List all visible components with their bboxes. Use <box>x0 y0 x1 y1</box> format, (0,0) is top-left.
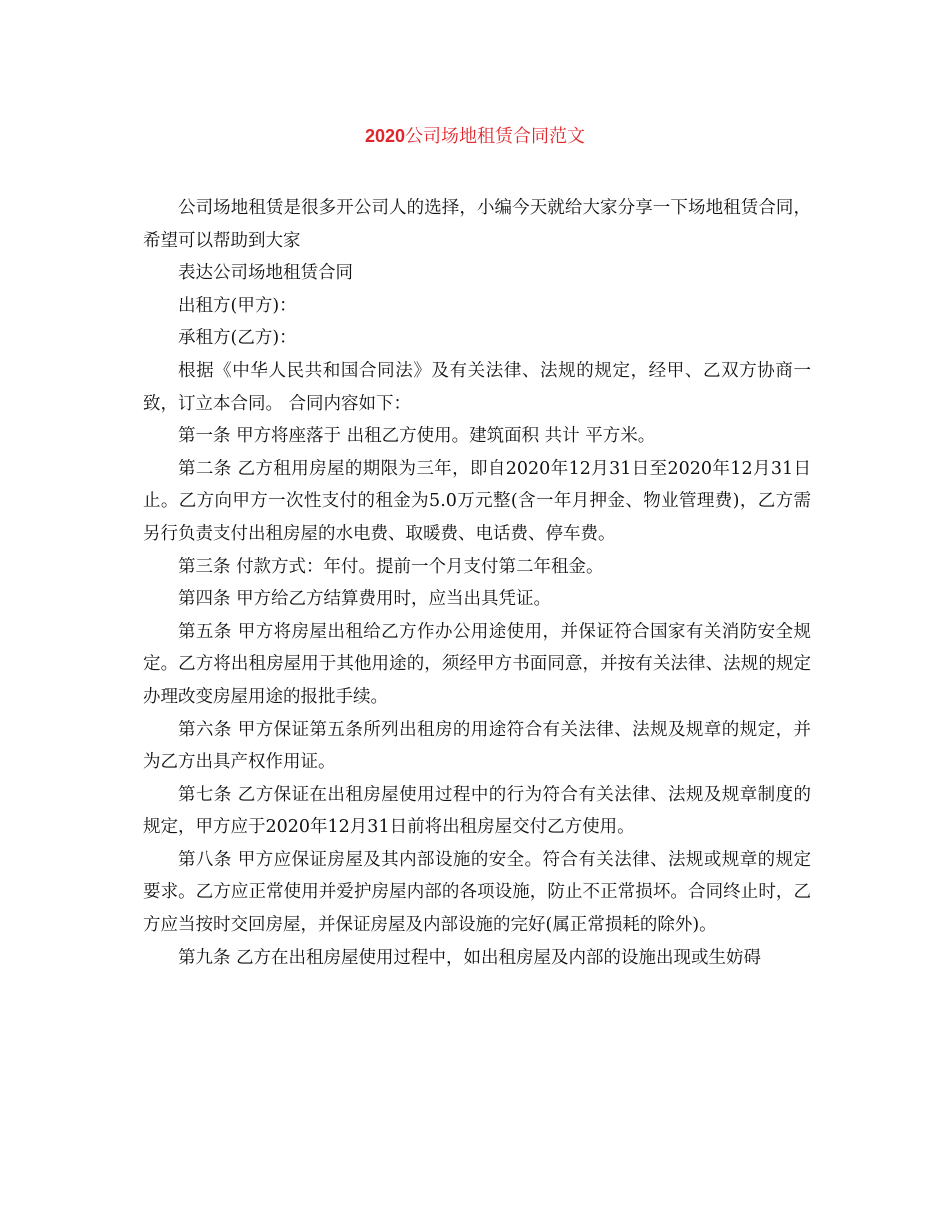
paragraph-article-8: 第八条 甲方应保证房屋及其内部设施的安全。符合有关法律、法规或规章的规定要求。乙方应正常使用并爱护房屋内部的各项设施，防止不正常损坏。合同终止时，乙方应当按时交回房屋，并保证房屋及内部设施的完好(属正常损耗的除外)。 <box>143 849 811 936</box>
document-title <box>0 122 950 151</box>
paragraph-lessor: 出租方(甲方)： <box>178 295 297 316</box>
paragraph-lessee: 承租方(乙方)： <box>178 328 297 349</box>
paragraph-article-9: 第九条 乙方在出租房屋使用过程中，如出租房屋及内部的设施出现或生妨碍 <box>178 947 762 968</box>
paragraph-article-1: 第一条 甲方将座落于 出租乙方使用。建筑面积 共计 平方米。 <box>178 426 656 447</box>
paragraph-article-7: 第七条 乙方保证在出租房屋使用过程中的行为符合有关法律、法规及规章制度的规定，甲方应于2020年12月31日前将出租房屋交付乙方使用。 <box>143 784 811 838</box>
paragraph-article-5: 第五条 甲方将房屋出租给乙方作办公用途使用，并保证符合国家有关消防安全规定。乙方将出租房屋用于其他用途的，须经甲方书面同意，并按有关法律、法规的规定办理改变房屋用途的报批手续。 <box>143 621 811 707</box>
paragraph-intro: 公司场地租赁是很多开公司人的选择，小编今天就给大家分享一下场地租赁合同，希望可以帮助到大家 <box>143 198 811 251</box>
paragraph-article-3: 第三条 付款方式：年付。提前一个月支付第二年租金。 <box>178 556 604 577</box>
document-body <box>143 192 811 974</box>
title-year: 2020 <box>364 126 406 146</box>
paragraph-article-4: 第四条 甲方给乙方结算费用时，应当出具凭证。 <box>178 589 552 610</box>
paragraph-preamble: 根据《中华人民共和国合同法》及有关法律、法规的规定，经甲、乙双方协商一致，订立本合同。 合同内容如下： <box>143 360 811 414</box>
paragraph-heading: 表达公司场地租赁合同 <box>178 263 353 284</box>
paragraph-article-2: 第二条 乙方租用房屋的期限为三年，即自2020年12月31日至2020年12月31日止。乙方向甲方一次性支付的租金为5.0万元整(含一年月押金、物业管理费)，乙方需另行负责支付出租房屋的水电费、取暖费、电话费、停车费。 <box>143 458 811 544</box>
title-text: 公司场地租赁合同范文 <box>405 126 586 147</box>
paragraph-article-6: 第六条 甲方保证第五条所列出租房的用途符合有关法律、法规及规章的规定，并为乙方出具产权作用证。 <box>143 719 811 773</box>
